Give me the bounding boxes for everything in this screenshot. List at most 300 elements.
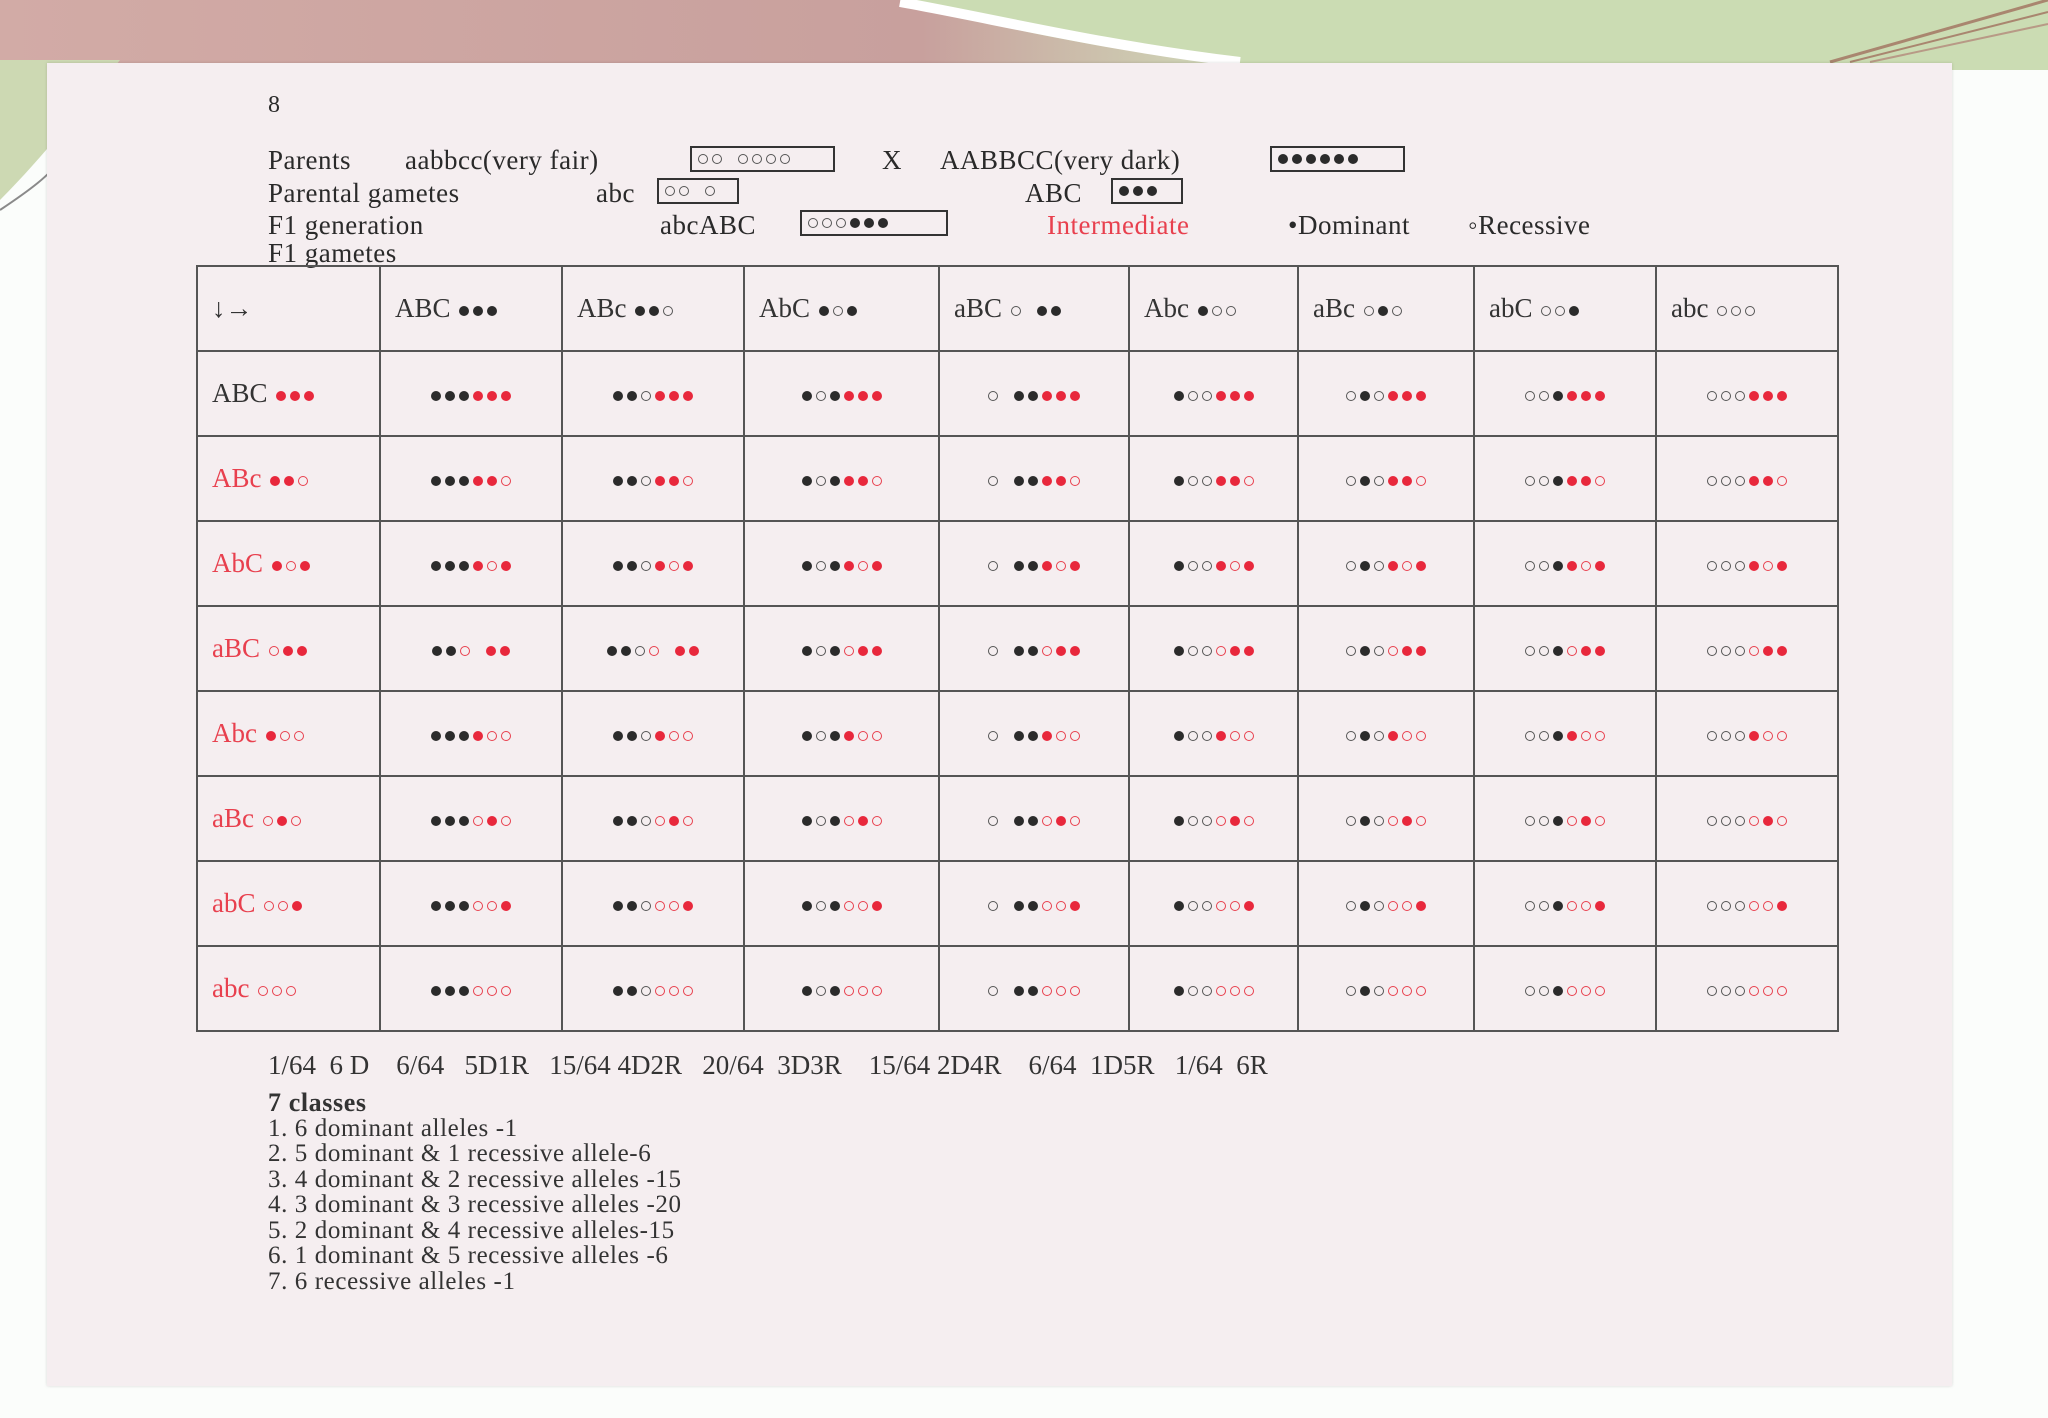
table-row [197, 691, 1838, 776]
recessive-allele-dot [1777, 731, 1787, 741]
recessive-allele-dot [752, 154, 762, 164]
dominant-allele-dot [276, 391, 286, 401]
dominant-allele-dot [802, 901, 812, 911]
dominant-allele-dot [1014, 901, 1024, 911]
offspring-genotype-cell [1474, 606, 1656, 691]
dominant-allele-dot [1051, 306, 1061, 316]
dominant-allele-dot [1388, 391, 1398, 401]
offspring-genotype-cell [562, 521, 744, 606]
recessive-allele-dot [1567, 646, 1577, 656]
recessive-allele-dot [1056, 901, 1066, 911]
dominant-allele-dot [802, 646, 812, 656]
offspring-genotype-cell [1129, 776, 1298, 861]
recessive-allele-dot [1042, 816, 1052, 826]
recessive-allele-dot [683, 731, 693, 741]
recessive-allele-dot [844, 986, 854, 996]
dominant-allele-dot [1056, 646, 1066, 656]
dominant-allele-dot [1402, 391, 1412, 401]
offspring-genotype-cell [939, 861, 1129, 946]
dominant-allele-dot [431, 901, 441, 911]
dominant-allele-dot [1244, 901, 1254, 911]
recessive-allele-dot [808, 218, 818, 228]
dominant-allele-dot [1042, 476, 1052, 486]
recessive-allele-dot [641, 901, 651, 911]
offspring-genotype-cell [380, 691, 562, 776]
recessive-allele-dot [683, 816, 693, 826]
offspring-genotype-cell [744, 861, 939, 946]
dominant-allele-dot [501, 901, 511, 911]
recessive-allele-dot [1721, 816, 1731, 826]
f1-phenotype: Intermediate [1047, 210, 1190, 240]
recessive-allele-dot [1539, 731, 1549, 741]
class-item: 2. 5 dominant & 1 recessive allele-6 [268, 1140, 652, 1167]
dominant-allele-dot [627, 391, 637, 401]
recessive-allele-dot [858, 986, 868, 996]
dominant-allele-dot [1416, 391, 1426, 401]
offspring-genotype-cell [1298, 946, 1474, 1031]
recessive-allele-dot [1763, 901, 1773, 911]
recessive-allele-dot [1188, 816, 1198, 826]
dominant-allele-dot [290, 391, 300, 401]
dominant-allele-dot [272, 561, 282, 571]
recessive-allele-dot [1735, 986, 1745, 996]
recessive-allele-dot [635, 646, 645, 656]
dominant-allele-dot [459, 306, 469, 316]
dominant-allele-dot [1378, 306, 1388, 316]
offspring-genotype-cell [562, 436, 744, 521]
f1-genotype: abcABC [660, 210, 756, 240]
offspring-genotype-cell [744, 776, 939, 861]
dominant-allele-dot [1014, 561, 1024, 571]
recessive-allele-dot [1402, 986, 1412, 996]
recessive-allele-dot [1525, 646, 1535, 656]
dominant-allele-dot [1028, 986, 1038, 996]
dominant-allele-dot [1595, 561, 1605, 571]
dominant-allele-dot [1360, 391, 1370, 401]
recessive-allele-dot [1539, 476, 1549, 486]
dot-gap [1025, 306, 1033, 316]
recessive-allele-dot [1011, 306, 1021, 316]
offspring-genotype-cell [1474, 436, 1656, 521]
dominant-allele-dot [1042, 561, 1052, 571]
dominant-allele-dot [635, 306, 645, 316]
table-row [197, 606, 1838, 691]
dominant-allele-dot [1216, 476, 1226, 486]
dominant-allele-dot [1581, 476, 1591, 486]
recessive-allele-dot [1735, 561, 1745, 571]
recessive-allele-dot [988, 476, 998, 486]
recessive-allele-dot [1525, 391, 1535, 401]
recessive-allele-dot [1707, 986, 1717, 996]
recessive-allele-dot [766, 154, 776, 164]
dominant-allele-dot [1360, 561, 1370, 571]
recessive-allele-dot [264, 901, 274, 911]
recessive-allele-dot [263, 816, 273, 826]
recessive-allele-dot [816, 731, 826, 741]
recessive-allele-dot [1216, 986, 1226, 996]
row-gamete: abC [197, 861, 380, 946]
offspring-genotype-cell [1298, 436, 1474, 521]
dominant-allele-dot [459, 561, 469, 571]
recessive-allele-dot [1230, 986, 1240, 996]
recessive-allele-dot [1402, 901, 1412, 911]
recessive-allele-dot [1216, 901, 1226, 911]
recessive-allele-dot [1230, 901, 1240, 911]
recessive-allele-dot [1070, 986, 1080, 996]
dominant-allele-dot [675, 646, 685, 656]
dominant-allele-dot [1216, 731, 1226, 741]
dominant-allele-dot [1553, 816, 1563, 826]
recessive-allele-dot [1763, 986, 1773, 996]
recessive-allele-dot [1202, 731, 1212, 741]
recessive-allele-dot [816, 476, 826, 486]
dominant-allele-dot [607, 646, 617, 656]
offspring-genotype-cell [744, 606, 939, 691]
dominant-allele-dot [431, 731, 441, 741]
offspring-genotype-cell [1298, 861, 1474, 946]
recessive-allele-dot [269, 646, 279, 656]
dominant-allele-dot [1174, 816, 1184, 826]
offspring-genotype-cell [1129, 691, 1298, 776]
offspring-genotype-cell [1298, 351, 1474, 436]
offspring-genotype-cell [1474, 521, 1656, 606]
recessive-allele-dot [1388, 986, 1398, 996]
recessive-allele-dot [1735, 816, 1745, 826]
class-item: 4. 3 dominant & 3 recessive alleles -20 [268, 1191, 682, 1218]
recessive-allele-dot [641, 476, 651, 486]
dominant-allele-dot [1056, 476, 1066, 486]
dominant-allele-dot [621, 646, 631, 656]
dominant-allele-dot [300, 561, 310, 571]
dominant-allele-dot [1306, 154, 1316, 164]
recessive-allele-dot [1525, 476, 1535, 486]
f1-dots [800, 210, 948, 236]
recessive-allele-dot [487, 901, 497, 911]
recessive-allele-dot [738, 154, 748, 164]
dominant-allele-dot [1360, 731, 1370, 741]
dominant-allele-dot [830, 816, 840, 826]
dominant-allele-dot [500, 646, 510, 656]
dominant-allele-dot [1198, 306, 1208, 316]
offspring-genotype-cell [744, 351, 939, 436]
recessive-allele-dot [1374, 476, 1384, 486]
dominant-allele-dot [1230, 816, 1240, 826]
row-gamete: Abc [197, 691, 380, 776]
recessive-allele-dot [1346, 986, 1356, 996]
recessive-allele-dot [291, 816, 301, 826]
classes-title: 7 classes [268, 1088, 367, 1117]
dominant-allele-dot [1553, 986, 1563, 996]
dominant-allele-dot [627, 561, 637, 571]
offspring-genotype-cell [939, 776, 1129, 861]
recessive-allele-dot [501, 476, 511, 486]
dominant-allele-dot [1028, 391, 1038, 401]
dominant-allele-dot [613, 986, 623, 996]
recessive-allele-dot [1202, 476, 1212, 486]
dominant-allele-dot [292, 901, 302, 911]
dominant-allele-dot [1777, 646, 1787, 656]
dominant-allele-dot [872, 561, 882, 571]
offspring-genotype-cell [1656, 606, 1838, 691]
recessive-allele-dot [1226, 306, 1236, 316]
recessive-allele-dot [1392, 306, 1402, 316]
dominant-allele-dot [487, 391, 497, 401]
dominant-allele-dot [1037, 306, 1047, 316]
recessive-allele-dot [836, 218, 846, 228]
offspring-genotype-cell [562, 776, 744, 861]
recessive-allele-dot [669, 731, 679, 741]
dominant-allele-dot [431, 986, 441, 996]
dominant-allele-dot [304, 391, 314, 401]
column-gamete: aBc [1298, 266, 1474, 351]
dominant-allele-dot [1244, 391, 1254, 401]
dominant-allele-dot [858, 816, 868, 826]
dominant-allele-dot [683, 391, 693, 401]
dominant-allele-dot [1777, 391, 1787, 401]
dot-gap [1002, 731, 1010, 741]
recessive-allele-dot [844, 646, 854, 656]
dominant-allele-dot [1567, 476, 1577, 486]
recessive-allele-dot [641, 391, 651, 401]
legend-recessive: ◦Recessive [1468, 210, 1591, 240]
dominant-allele-dot [1070, 391, 1080, 401]
dominant-allele-dot [802, 731, 812, 741]
offspring-genotype-cell [380, 436, 562, 521]
dominant-allele-dot [830, 391, 840, 401]
recessive-allele-dot [1735, 901, 1745, 911]
recessive-allele-dot [698, 154, 708, 164]
dominant-allele-dot [487, 816, 497, 826]
dominant-allele-dot [872, 646, 882, 656]
dominant-allele-dot [1402, 476, 1412, 486]
recessive-allele-dot [1539, 986, 1549, 996]
dominant-allele-dot [1348, 154, 1358, 164]
recessive-allele-dot [1374, 816, 1384, 826]
dominant-allele-dot [1174, 646, 1184, 656]
dominant-allele-dot [872, 391, 882, 401]
dominant-allele-dot [1581, 646, 1591, 656]
dominant-allele-dot [669, 391, 679, 401]
recessive-allele-dot [1188, 561, 1198, 571]
dominant-allele-dot [1070, 646, 1080, 656]
recessive-allele-dot [1539, 901, 1549, 911]
dominant-allele-dot [459, 731, 469, 741]
offspring-genotype-cell [939, 351, 1129, 436]
recessive-allele-dot [1374, 561, 1384, 571]
recessive-allele-dot [1581, 731, 1591, 741]
offspring-genotype-cell [744, 521, 939, 606]
recessive-allele-dot [278, 901, 288, 911]
dominant-allele-dot [1028, 646, 1038, 656]
recessive-allele-dot [816, 561, 826, 571]
dominant-allele-dot [872, 901, 882, 911]
dominant-allele-dot [1133, 186, 1143, 196]
dominant-allele-dot [844, 561, 854, 571]
ratio-summary: 1/64 6 D 6/64 5D1R 15/64 4D2R 20/64 3D3R 15/64 2D4R 6/64 1D5R 1/64 6R [268, 1050, 1268, 1080]
dominant-allele-dot [1174, 476, 1184, 486]
recessive-allele-dot [1202, 816, 1212, 826]
row-gamete: ABC [197, 351, 380, 436]
dominant-allele-dot [1777, 901, 1787, 911]
dominant-allele-dot [1014, 731, 1024, 741]
dominant-allele-dot [473, 731, 483, 741]
recessive-allele-dot [1070, 731, 1080, 741]
dominant-allele-dot [627, 731, 637, 741]
page-number: 8 [268, 92, 281, 118]
dominant-allele-dot [1334, 154, 1344, 164]
recessive-allele-dot [816, 901, 826, 911]
offspring-genotype-cell [380, 351, 562, 436]
dominant-allele-dot [1174, 731, 1184, 741]
offspring-genotype-cell [939, 606, 1129, 691]
recessive-allele-dot [1374, 646, 1384, 656]
dominant-allele-dot [655, 391, 665, 401]
dominant-allele-dot [1042, 731, 1052, 741]
offspring-genotype-cell [1656, 436, 1838, 521]
dominant-allele-dot [501, 561, 511, 571]
recessive-allele-dot [473, 901, 483, 911]
recessive-allele-dot [1346, 731, 1356, 741]
column-gamete: ABc [562, 266, 744, 351]
recessive-allele-dot [1707, 816, 1717, 826]
recessive-allele-dot [1188, 901, 1198, 911]
recessive-allele-dot [1721, 731, 1731, 741]
recessive-allele-dot [641, 816, 651, 826]
recessive-allele-dot [1188, 476, 1198, 486]
offspring-genotype-cell [562, 861, 744, 946]
dominant-allele-dot [864, 218, 874, 228]
dominant-allele-dot [1777, 561, 1787, 571]
dominant-allele-dot [459, 901, 469, 911]
offspring-genotype-cell [1656, 351, 1838, 436]
table-row [197, 776, 1838, 861]
recessive-allele-dot [1539, 646, 1549, 656]
recessive-allele-dot [1735, 731, 1745, 741]
dominant-allele-dot [1553, 646, 1563, 656]
dominant-allele-dot [459, 476, 469, 486]
recessive-allele-dot [872, 476, 882, 486]
recessive-allele-dot [988, 391, 998, 401]
recessive-allele-dot [649, 646, 659, 656]
row-gamete: abc [197, 946, 380, 1031]
dominant-allele-dot [1763, 476, 1773, 486]
recessive-allele-dot [1202, 901, 1212, 911]
recessive-allele-dot [1525, 816, 1535, 826]
recessive-allele-dot [1567, 901, 1577, 911]
dominant-allele-dot [830, 561, 840, 571]
offspring-genotype-cell [1656, 861, 1838, 946]
dominant-allele-dot [1595, 391, 1605, 401]
dominant-allele-dot [689, 646, 699, 656]
dominant-allele-dot [459, 986, 469, 996]
dominant-allele-dot [613, 731, 623, 741]
dominant-allele-dot [487, 306, 497, 316]
dominant-allele-dot [878, 218, 888, 228]
dominant-allele-dot [655, 561, 665, 571]
dominant-allele-dot [1244, 561, 1254, 571]
offspring-genotype-cell [1298, 776, 1474, 861]
dominant-allele-dot [283, 646, 293, 656]
dominant-allele-dot [445, 816, 455, 826]
recessive-allele-dot [988, 561, 998, 571]
recessive-allele-dot [1244, 816, 1254, 826]
dominant-allele-dot [844, 731, 854, 741]
recessive-allele-dot [1745, 306, 1755, 316]
recessive-allele-dot [641, 561, 651, 571]
recessive-allele-dot [1202, 391, 1212, 401]
recessive-allele-dot [1707, 476, 1717, 486]
dominant-allele-dot [1595, 901, 1605, 911]
dominant-allele-dot [1070, 901, 1080, 911]
recessive-allele-dot [1364, 306, 1374, 316]
dominant-allele-dot [1581, 391, 1591, 401]
recessive-allele-dot [641, 986, 651, 996]
recessive-allele-dot [1595, 816, 1605, 826]
recessive-allele-dot [1346, 476, 1356, 486]
recessive-allele-dot [1346, 646, 1356, 656]
recessive-allele-dot [683, 476, 693, 486]
dominant-allele-dot [1056, 391, 1066, 401]
offspring-genotype-cell [1474, 946, 1656, 1031]
dominant-allele-dot [1416, 646, 1426, 656]
recessive-allele-dot [501, 986, 511, 996]
dominant-allele-dot [1360, 901, 1370, 911]
recessive-allele-dot [1731, 306, 1741, 316]
dot-gap [1002, 391, 1010, 401]
table-header-row [197, 266, 1838, 351]
dominant-allele-dot [655, 476, 665, 486]
dominant-allele-dot [1388, 561, 1398, 571]
recessive-allele-dot [816, 391, 826, 401]
dot-gap [1002, 476, 1010, 486]
dominant-allele-dot [819, 306, 829, 316]
dot-gap [663, 646, 671, 656]
dominant-allele-dot [649, 306, 659, 316]
recessive-allele-dot [487, 986, 497, 996]
dot-gap [1002, 646, 1010, 656]
recessive-allele-dot [1735, 646, 1745, 656]
recessive-allele-dot [1717, 306, 1727, 316]
recessive-allele-dot [1525, 561, 1535, 571]
dominant-allele-dot [1320, 154, 1330, 164]
dominant-allele-dot [1402, 646, 1412, 656]
f1-gametes-label: F1 gametes [268, 238, 397, 268]
dominant-allele-dot [627, 986, 637, 996]
column-gamete: ABC [380, 266, 562, 351]
dominant-allele-dot [459, 816, 469, 826]
dominant-allele-dot [627, 476, 637, 486]
recessive-allele-dot [1707, 731, 1717, 741]
dominant-allele-dot [473, 391, 483, 401]
dominant-allele-dot [1216, 391, 1226, 401]
dominant-allele-dot [486, 646, 496, 656]
dominant-allele-dot [1028, 731, 1038, 741]
dominant-allele-dot [1567, 391, 1577, 401]
dominant-allele-dot [858, 646, 868, 656]
dominant-allele-dot [844, 391, 854, 401]
offspring-genotype-cell [1656, 521, 1838, 606]
recessive-allele-dot [1388, 816, 1398, 826]
class-item: 7. 6 recessive alleles -1 [268, 1267, 516, 1295]
table-row [197, 351, 1838, 436]
offspring-genotype-cell [1474, 351, 1656, 436]
recessive-allele-dot [1056, 731, 1066, 741]
recessive-allele-dot [669, 986, 679, 996]
dominant-allele-dot [1230, 646, 1240, 656]
row-gamete: ABc [197, 436, 380, 521]
recessive-allele-dot [1070, 816, 1080, 826]
recessive-allele-dot [258, 986, 268, 996]
